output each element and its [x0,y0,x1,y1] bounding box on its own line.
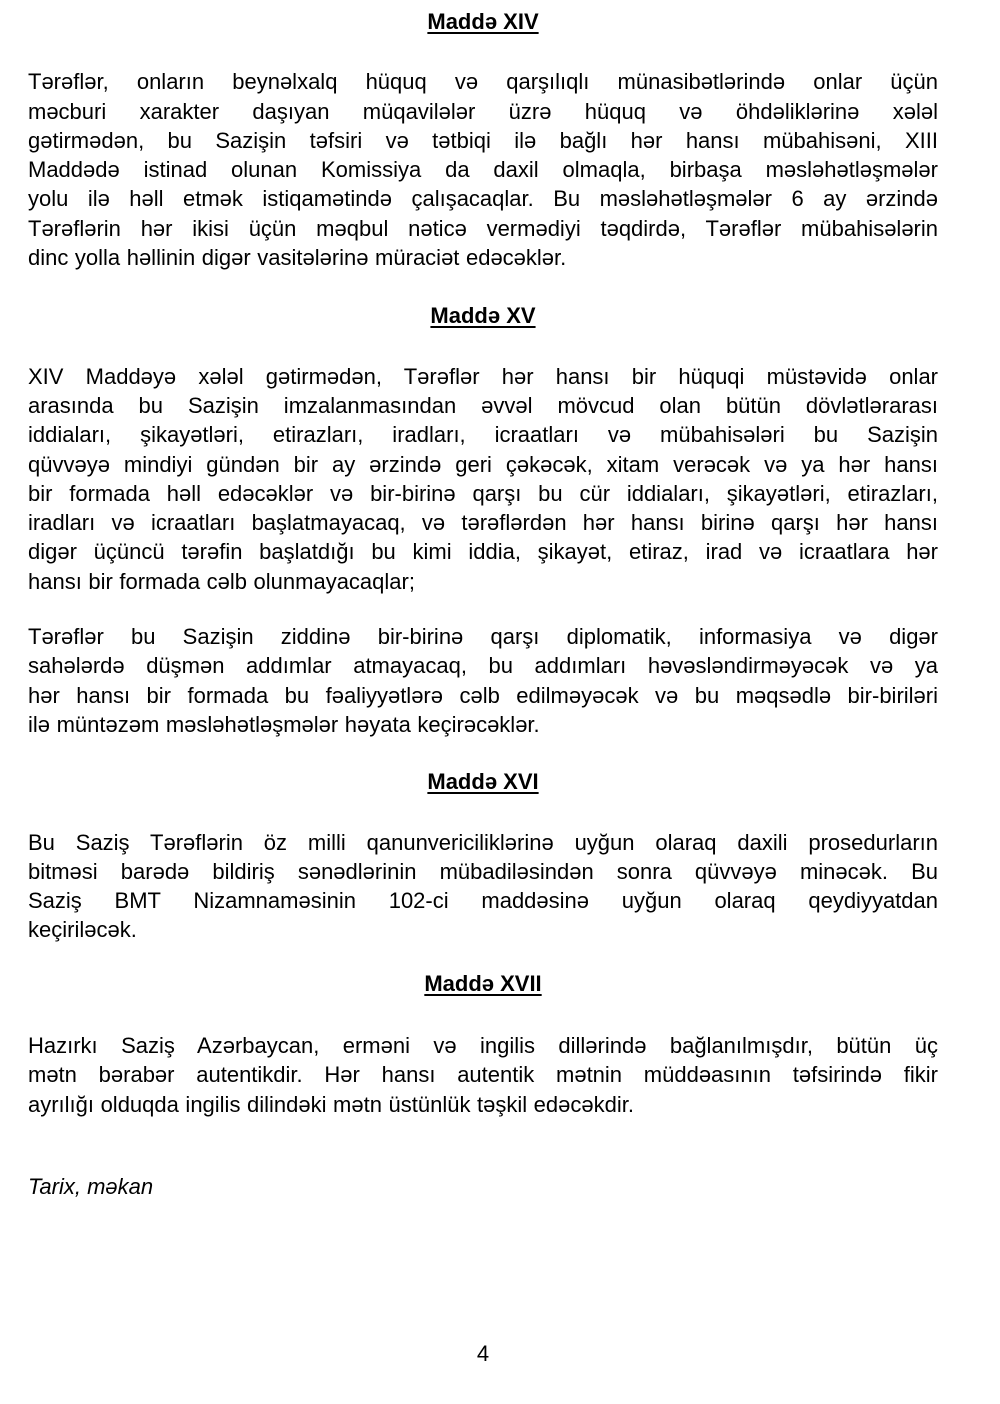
article-heading-xvi-text: Maddə XVI [427,769,539,795]
article-xv-paragraph-2 [28,622,938,739]
text-line: Tərəflər, onların beynəlxalq hüquq və qarşılıqlı münasibətlərində onlar üçün [28,69,938,95]
text-line: Tərəflər bu Sazişin ziddinə bir-birinə qarşı diplomatik, informasiya və digər [28,624,938,650]
text-line: məcburi xarakter daşıyan müqavilələr üzrə hüquq və öhdəliklərinə xələl [28,98,938,124]
text-line: Hazırkı Saziş Azərbaycan, erməni və ingilis dillərində bağlanılmışdır, bütün üç [28,1033,938,1059]
text-line: mətn bərabər autentikdir. Hər hansı autentik mətnin müddəasının təfsirində fikir [28,1062,938,1088]
text-line: digər üçüncü tərəfin başlatdığı bu kimi iddia, şikayət, etiraz, irad və icraatlara hər [28,539,938,565]
page-number: 4 [476,1341,490,1367]
article-heading-xvii [28,969,938,998]
text-line: Saziş BMT Nizamnaməsinin 102-ci maddəsinə uyğun olaraq qeydiyyatdan [28,888,938,914]
text-line: hər hansı bir formada bu fəaliyyətlərə cəlb edilməyəcək və bu məqsədlə bir-biriləri [28,682,938,708]
article-heading-xiv [28,7,938,36]
text-line: iddiaları, şikayətləri, etirazları, iradları, icraatları və mübahisələri bu Sazişin [28,422,938,448]
text-line: keçiriləcək. [28,917,137,943]
text-line: hansı bir formada cəlb olunmayacaqlar; [28,568,415,594]
article-xvii-paragraph-1 [28,1031,938,1119]
text-line: Tərəflərin hər ikisi üçün məqbul nəticə vermədiyi təqdirdə, Tərəflər mübahisələrin [28,215,938,241]
text-line: qüvvəyə mindiyi gündən bir ay ərzində geri çəkəcək, xitam verəcək və ya hər hansı [28,451,938,477]
article-heading-xv-text: Maddə XV [430,303,536,329]
text-line: XIV Maddəyə xələl gətirmədən, Tərəflər hər hansı bir hüquqi müstəvidə onlar [28,363,938,389]
article-heading-xvii-text: Maddə XVII [424,970,542,996]
article-heading-xiv-text: Maddə XIV [427,9,539,34]
text-line: ayrılığı olduqda ingilis dilindəki mətn üstünlük təşkil edəcəkdir. [28,1091,634,1117]
text-line: iradları və icraatları başlatmayacaq, və tərəflərdən hər hansı birinə qarşı hər hansı [28,510,938,536]
text-line: Maddədə istinad olunan Komissiya da daxil olmaqla, birbaşa məsləhətləşmələr [28,157,938,183]
article-xiv-paragraph-1 [28,67,938,272]
text-line: bir formada həll edəcəklər və bir-birinə qarşı bu cür iddiaları, şikayətləri, etirazları, [28,480,938,506]
text-line: Bu Saziş Tərəflərin öz milli qanunvericiliklərinə uyğun olaraq daxili prosedurların [28,829,938,855]
article-xv-paragraph-1 [28,362,938,596]
signature-placeholder: Tarix, məkan [28,1173,154,1199]
text-line: yolu ilə həll etmək istiqamətində çalışacaqlar. Bu məsləhətləşmələr 6 ay ərzində [28,186,938,212]
article-xvi-paragraph-1 [28,828,938,945]
text-line: sahələrdə düşmən addımlar atmayacaq, bu addımları həvəsləndirməyəcək və ya [28,653,938,679]
text-line: ilə müntəzəm məsləhətləşmələr həyata keçirəcəklər. [28,711,540,737]
text-line: dinc yolla həllinin digər vasitələrinə müraciət edəcəklər. [28,245,567,271]
text-line: arasında bu Sazişin imzalanmasından əvvəl mövcud olan bütün dövlətlərarası [28,392,938,418]
text-line: gətirmədən, bu Sazişin təfsiri və tətbiqi ilə bağlı hər hansı mübahisəni, XIII [28,127,938,153]
text-line: bitməsi barədə bildiriş sənədlərinin mübadiləsindən sonra qüvvəyə minəcək. Bu [28,858,938,884]
article-heading-xv [28,301,938,330]
article-heading-xvi [28,767,938,796]
